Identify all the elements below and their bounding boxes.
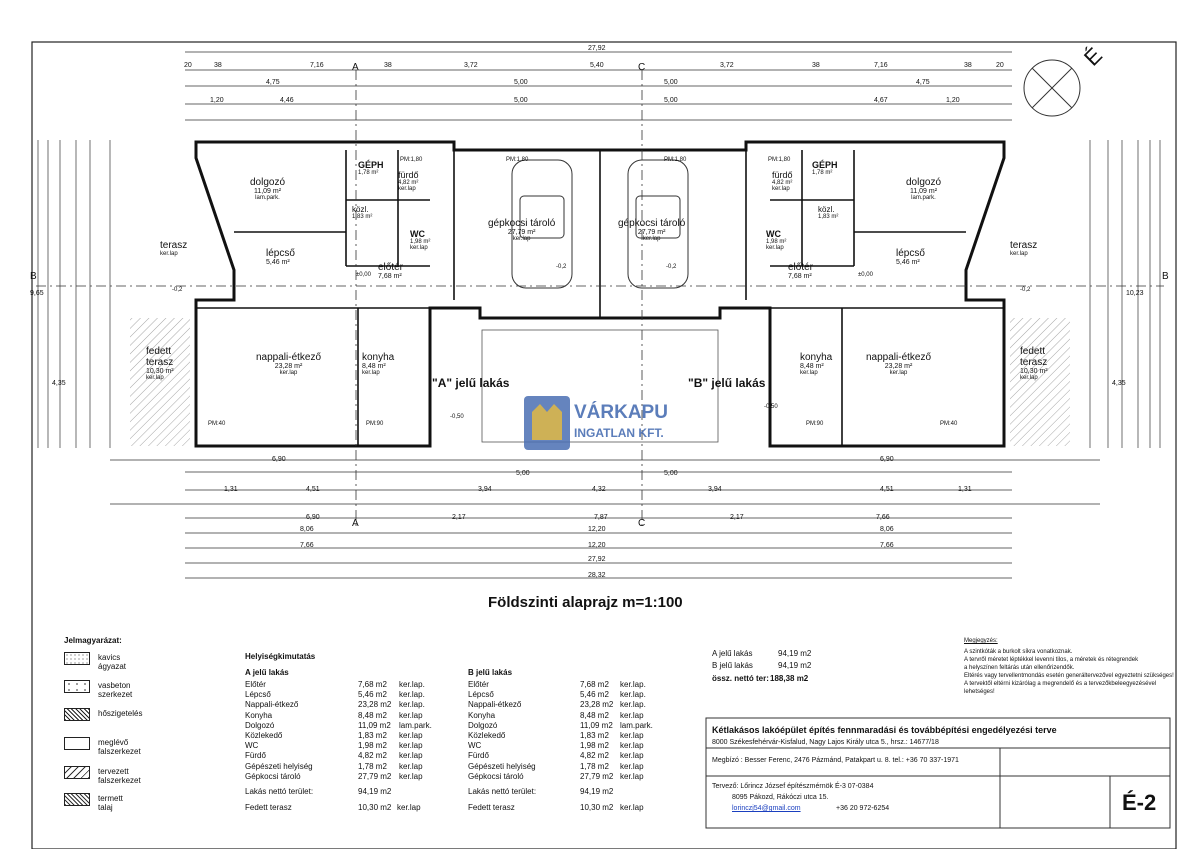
- a-covered-value: 10,30 m2: [358, 803, 392, 812]
- schedule-a-row-name: Nappali-étkező: [245, 700, 299, 710]
- room-a-fedett-terasz: fedett terasz 10,30 m² ker.lap: [146, 346, 174, 381]
- dim-top-row3-11: 4,67: [874, 97, 888, 104]
- schedule-b-row-name: WC: [468, 741, 482, 751]
- pm-garage-b-180: PM:1,80: [664, 157, 687, 163]
- dim-bottom-row1-6: 5,00: [516, 470, 530, 477]
- schedule-b-row-area: 7,68 m2: [580, 680, 609, 689]
- schedule-a-row-name: Dolgozó: [245, 720, 275, 730]
- schedule-a-row-area: 11,09 m2: [358, 720, 391, 730]
- section-marker-c-bottom: C: [638, 518, 646, 529]
- dim-bottom-row2-1: 4,51: [306, 486, 320, 493]
- schedule-b-row-name: Lépcső: [468, 690, 494, 700]
- room-b-nappali: nappali-étkező 23,28 m² ker.lap: [866, 352, 932, 376]
- level-b-m05: -0,50: [764, 404, 778, 410]
- dim-top-row2-14: 4,75: [916, 79, 930, 86]
- dim-bottom-row4-b: 12,20: [588, 526, 606, 533]
- sheet-number: É-2: [1122, 790, 1157, 815]
- dim-bottom-row3-4: 7,87: [594, 514, 608, 521]
- dim-bottom-total-1: 27,92: [588, 556, 606, 563]
- room-a-terasz: terasz ker.lap: [160, 240, 188, 257]
- room-b-wc: WC 1,98 m² ker.lap: [766, 229, 787, 251]
- schedule-b-row-name: Fürdő: [468, 751, 489, 761]
- schedule-a-row-area: 4,82 m2: [358, 751, 387, 761]
- schedule-b-row-name: Gépkocsi tároló: [468, 771, 524, 781]
- schedule-a-row-area: 7,68 m2: [358, 680, 387, 689]
- pm-a-90: PM:90: [366, 421, 384, 427]
- room-b-dolgozo: dolgozó 11,09 m² lam.park.: [906, 177, 942, 201]
- room-b-geph: GÉPH 1,78 m²: [812, 160, 838, 176]
- schedule-b-row-floor: ker.lap: [620, 771, 644, 781]
- schedule-a-row-area: 23,28 m2: [358, 700, 392, 710]
- level-a-m02: -0,2: [172, 287, 183, 293]
- pm-b-40: PM:40: [940, 421, 958, 427]
- dim-bottom-row2-9: 1,31: [958, 486, 972, 493]
- totals-b-label: B jelű lakás: [712, 661, 753, 670]
- schedule-a-row-floor: ker.lap: [399, 751, 423, 761]
- dim-bottom-row3-0: 6,90: [306, 514, 320, 521]
- watermark-line2: INGATLAN KFT.: [574, 426, 664, 440]
- dim-bottom-row5-a: 7,66: [300, 542, 314, 549]
- a-covered-label: Fedett terasz: [245, 803, 292, 812]
- schedule-b-row-area: 4,82 m2: [580, 751, 609, 761]
- schedule-a-row-area: 5,46 m2: [358, 690, 387, 700]
- schedule-a-row-floor: ker.lap.: [399, 700, 425, 710]
- project-title: Kétlakásos lakóépület építés fennmaradási és továbbépítési engedélyezési terve: [712, 725, 1057, 735]
- note-line: A tervektől eltérni kizárólag a megrendelő és a tervezőkbeleegyezésével: [964, 681, 1157, 687]
- room-a-eloter: előtér 7,68 m²: [378, 262, 404, 280]
- legend-title: Jelmagyarázat:: [64, 636, 122, 645]
- schedule-b-row-name: Előtér: [468, 680, 489, 689]
- room-schedule-title: Helyiségkimutatás: [245, 652, 316, 661]
- dim-left-4-35: 4,35: [52, 380, 66, 387]
- level-a-m05: -0,50: [450, 414, 464, 420]
- room-b-lepcso: lépcső 5,46 m²: [896, 248, 925, 266]
- room-a-geph: GÉPH 1,78 m²: [358, 160, 384, 176]
- schedule-b-row-name: Közlekedő: [468, 731, 506, 740]
- room-a-nappali: nappali-étkező 23,28 m² ker.lap: [256, 352, 322, 376]
- totals-b-value: 94,19 m2: [778, 661, 812, 670]
- dim-top-row1-0: 20: [184, 62, 192, 69]
- drawing-title: Földszinti alaprajz m=1:100: [488, 594, 683, 611]
- planned-wall-swatch: [64, 766, 90, 779]
- a-net-label: Lakás nettó terület:: [245, 787, 314, 796]
- note-line: A szintkóták a burkolt síkra vonatkoznak.: [964, 649, 1073, 655]
- schedule-a-row-name: Fürdő: [245, 751, 266, 761]
- section-marker-b-left: B: [30, 271, 37, 282]
- room-a-dolgozo: dolgozó 11,09 m² lam.park.: [250, 177, 286, 201]
- client-info: Megbízó : Besser Ferenc, 2476 Pázmánd, Patakpart u. 8. tel.: +36 70 337-1971: [712, 757, 959, 764]
- note-line: a helyszínen feltárás után ellenőrizendők.: [964, 665, 1075, 671]
- dim-top-row3-7: 5,00: [664, 97, 678, 104]
- schedule-b-row-name: Konyha: [468, 710, 496, 720]
- dim-bottom-row4-a: 8,06: [300, 526, 314, 533]
- room-a-garage: gépkocsi tároló 27,79 m² ker.lap: [488, 218, 556, 242]
- dim-bottom-row2-6: 3,94: [708, 486, 722, 493]
- schedule-a-row-floor: ker.lap.: [399, 690, 425, 700]
- dim-top-row1-4: 3,72: [464, 62, 478, 69]
- room-b-konyha: konyha 8,48 m² ker.lap: [800, 352, 833, 376]
- room-b-eloter: előtér 7,68 m²: [788, 262, 814, 280]
- schedule-b-row-area: 1,78 m2: [580, 761, 609, 771]
- north-arrow: [1024, 60, 1080, 116]
- a-net-value: 94,19 m2: [358, 787, 392, 796]
- b-net-value: 94,19 m2: [580, 787, 614, 796]
- schedule-a-row-floor: ker.lap: [399, 741, 423, 751]
- dim-top-total: 27,92: [588, 45, 606, 52]
- dim-bottom-row1-1: 6,90: [272, 456, 286, 463]
- level-b-m02: -0,2: [1020, 287, 1031, 293]
- schedule-a-row-area: 1,98 m2: [358, 741, 387, 751]
- dim-top-row1-6: 3,72: [720, 62, 734, 69]
- schedule-b-row-name: Gépészeti helyiség: [468, 761, 536, 771]
- room-b-garage: gépkocsi tároló 27,79 m² ker.lap: [618, 218, 686, 242]
- schedule-a-row-name: Lépcső: [245, 690, 271, 700]
- dim-top-row1-1: 38: [214, 62, 222, 69]
- schedule-a-row-area: 8,48 m2: [358, 710, 387, 720]
- dim-top-row3-12: 1,20: [946, 97, 960, 104]
- room-a-lepcso: lépcső 5,46 m²: [266, 248, 295, 266]
- schedule-b-row-floor: ker.lap: [620, 710, 644, 720]
- insulation-swatch: [64, 708, 90, 721]
- dim-top-row2-6: 5,00: [514, 79, 528, 86]
- unit-b-label: "B" jelű lakás: [688, 376, 766, 390]
- gravel-swatch: [64, 652, 90, 665]
- dim-top-row1-10: 20: [996, 62, 1004, 69]
- room-a-konyha: konyha 8,48 m² ker.lap: [362, 352, 395, 376]
- totals-a-label: A jelű lakás: [712, 649, 753, 658]
- note-line: Eltérés vagy tervellentmondás esetén generáltervezővel egyeztetni szükséges!: [964, 673, 1174, 679]
- schedule-b-row-name: Dolgozó: [468, 720, 498, 730]
- dim-top-row2-0: 4,75: [266, 79, 280, 86]
- schedule-b-row-floor: ker.lap: [620, 741, 644, 751]
- room-b-furdo: fürdő 4,82 m² ker.lap: [772, 170, 793, 192]
- schedule-b-row-area: 8,48 m2: [580, 710, 609, 720]
- dim-top-row1-3: 38: [384, 62, 392, 69]
- pm-a-180: PM:1,80: [400, 157, 423, 163]
- room-b-kozl: közl. 1,83 m²: [818, 205, 839, 220]
- schedule-b-row-area: 23,28 m2: [580, 700, 614, 710]
- room-a-wc: WC 1,98 m² ker.lap: [410, 229, 431, 251]
- schedule-b-row-name: Nappali-étkező: [468, 700, 522, 710]
- terrace-hatch-right: [1010, 318, 1070, 446]
- dim-bottom-row2-8: 4,51: [880, 486, 894, 493]
- schedule-b-row-floor: lam.park.: [620, 720, 653, 730]
- schedule-b-row-area: 11,09 m2: [580, 720, 613, 730]
- schedule-b-row-area: 1,98 m2: [580, 741, 609, 751]
- dim-bottom-row4-c: 8,06: [880, 526, 894, 533]
- dim-bottom-row5-c: 7,66: [880, 542, 894, 549]
- section-marker-a-bottom: A: [352, 518, 359, 529]
- unit-a-label: "A" jelű lakás: [432, 376, 510, 390]
- room-a-furdo: fürdő 4,82 m² ker.lap: [398, 170, 419, 192]
- schedule-a-row-name: WC: [245, 741, 259, 751]
- dim-top-row2-8: 5,00: [664, 79, 678, 86]
- room-b-fedett-terasz: fedett terasz 10,30 m² ker.lap: [1020, 346, 1048, 381]
- dim-bottom-total-2: 28,32: [588, 572, 606, 579]
- notes-title: Megjegyzés:: [964, 638, 998, 644]
- schedule-a-row-name: Gépészeti helyiség: [245, 761, 313, 771]
- level-garage-a-m02: -0,2: [556, 264, 567, 270]
- pm-b-180: PM:1,80: [768, 157, 791, 163]
- b-covered-floor: ker.lap: [620, 803, 644, 812]
- room-schedule-a-title: A jelű lakás: [245, 668, 289, 677]
- dim-top-row3-0: 1,20: [210, 97, 224, 104]
- totals-sum-value: 188,38 m2: [770, 674, 809, 683]
- schedule-a-row-name: Előtér: [245, 680, 266, 689]
- dim-bottom-row2-5: 4,32: [592, 486, 606, 493]
- designer-info: Tervező: Lőrincz József építészmérnök É-3 07-0384: [712, 783, 874, 790]
- schedule-b-row-floor: ker.lap: [620, 761, 644, 771]
- dim-bottom-row2-4: 3,94: [478, 486, 492, 493]
- dim-left-9-65: 9,65: [30, 290, 44, 297]
- dim-bottom-row2-0: 1,31: [224, 486, 238, 493]
- schedule-b-row-area: 27,79 m2: [580, 771, 614, 781]
- room-schedule-b-title: B jelű lakás: [468, 668, 513, 677]
- dim-top-row1-2: 7,16: [310, 62, 324, 69]
- schedule-b-row-floor: ker.lap.: [620, 700, 646, 710]
- schedule-a-row-area: 27,79 m2: [358, 771, 392, 781]
- watermark-line1: VÁRKAPU: [574, 402, 668, 423]
- terrace-hatch-left: [130, 318, 190, 446]
- pm-a-40: PM:40: [208, 421, 226, 427]
- designer-email-link[interactable]: lorinczj54@gmail.com: [732, 805, 801, 812]
- level-b-zero: ±0,00: [858, 272, 873, 278]
- level-a-zero: ±0,00: [356, 272, 371, 278]
- schedule-b-row-floor: ker.lap.: [620, 690, 646, 700]
- dim-right-4-35: 4,35: [1112, 380, 1126, 387]
- concrete-swatch: [64, 680, 90, 693]
- note-line: lehetséges!: [964, 689, 995, 695]
- totals-a-value: 94,19 m2: [778, 649, 812, 658]
- designer-phone: +36 20 972-6254: [836, 805, 890, 812]
- schedule-a-row-floor: ker.lap: [399, 761, 423, 771]
- note-line: A tervről méretet léptékkel levenni tilos, a méretek és rétegrendek: [964, 657, 1139, 663]
- a-covered-floor: ker.lap: [397, 803, 421, 812]
- dim-bottom-row3-5: 2,17: [730, 514, 744, 521]
- totals-sum-label: össz. nettó ter:: [712, 674, 769, 683]
- dim-bottom-row3-6: 7,66: [876, 514, 890, 521]
- dim-top-row3-6: 5,00: [514, 97, 528, 104]
- soil-swatch: [64, 793, 90, 806]
- schedule-a-row-name: Gépkocsi tároló: [245, 771, 301, 781]
- dim-top-row1-9: 38: [964, 62, 972, 69]
- schedule-a-row-floor: ker.lap: [399, 771, 423, 781]
- schedule-a-row-area: 1,78 m2: [358, 761, 387, 771]
- schedule-b-row-floor: ker.lap: [620, 731, 644, 740]
- schedule-b-row-floor: ker.lap: [620, 751, 644, 761]
- b-covered-label: Fedett terasz: [468, 803, 515, 812]
- watermark-logo: [524, 396, 570, 450]
- schedule-a-row-floor: ker.lap: [399, 731, 423, 740]
- section-marker-b-right: B: [1162, 271, 1169, 282]
- pm-garage-a-180: PM:1,80: [506, 157, 529, 163]
- b-covered-value: 10,30 m2: [580, 803, 614, 812]
- schedule-a-row-area: 1,83 m2: [358, 731, 387, 740]
- dim-top-row3-1: 4,46: [280, 97, 294, 104]
- room-a-kozl: közl. 1,83 m²: [352, 205, 373, 220]
- level-garage-b-m02: -0,2: [666, 264, 677, 270]
- schedule-a-row-floor: lam.park.: [399, 720, 432, 730]
- north-label: É: [1078, 42, 1108, 71]
- schedule-b-row-floor: ker.lap.: [620, 680, 646, 689]
- schedule-b-row-area: 1,83 m2: [580, 731, 609, 740]
- pm-b-90: PM:90: [806, 421, 824, 427]
- project-address: 8000 Székesfehérvár-Kisfalud, Nagy Lajos Király utca 5., hrsz.: 14677/18: [712, 739, 939, 746]
- schedule-b-row-area: 5,46 m2: [580, 690, 609, 700]
- room-b-terasz: terasz ker.lap: [1010, 240, 1038, 257]
- schedule-a-row-name: Konyha: [245, 710, 273, 720]
- b-net-label: Lakás nettó terület:: [468, 787, 537, 796]
- dim-bottom-row1-11: 6,90: [880, 456, 894, 463]
- section-marker-a-top: A: [352, 62, 359, 73]
- dim-top-row1-8: 7,16: [874, 62, 888, 69]
- dim-bottom-row1-7: 5,00: [664, 470, 678, 477]
- schedule-a-row-floor: ker.lap: [399, 710, 423, 720]
- schedule-a-row-name: Közlekedő: [245, 731, 283, 740]
- section-marker-c-top: C: [638, 62, 646, 73]
- dim-top-row1-5: 5,40: [590, 62, 604, 69]
- dim-bottom-row5-b: 12,20: [588, 542, 606, 549]
- existing-wall-swatch: [64, 737, 90, 750]
- designer-address: 8095 Pákozd, Rákóczi utca 15.: [732, 794, 829, 801]
- schedule-a-row-floor: ker.lap.: [399, 680, 425, 689]
- dim-right-10-23: 10,23: [1126, 290, 1144, 297]
- dim-bottom-row3-3: 2,17: [452, 514, 466, 521]
- dim-top-row1-7: 38: [812, 62, 820, 69]
